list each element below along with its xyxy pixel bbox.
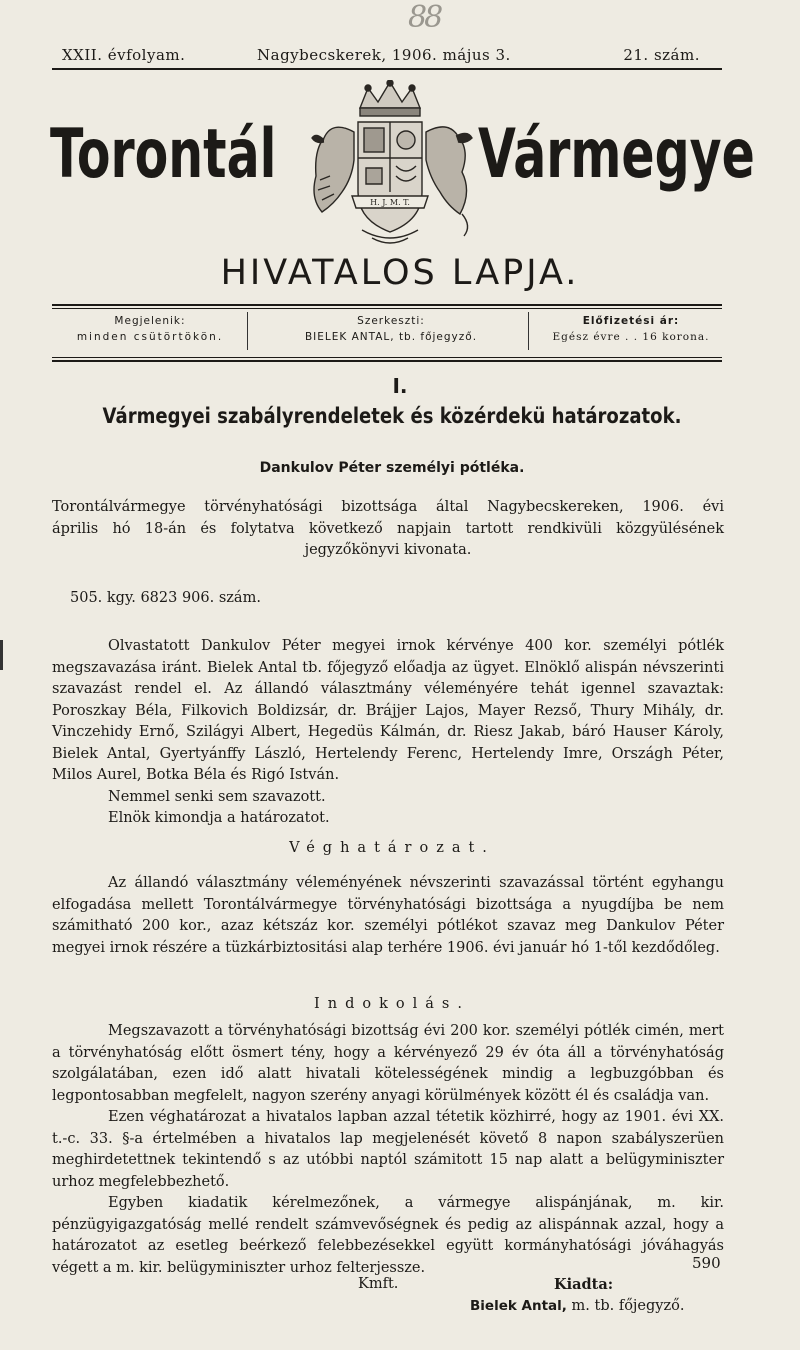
margin-mark [0, 640, 3, 670]
section-number: I. [392, 374, 408, 398]
article-title: Dankulov Péter személyi pótléka. [259, 460, 525, 476]
signer-name: Bielek Antal, [470, 1298, 567, 1314]
no-votes-line: Nemmel senki sem szavazott. [108, 788, 326, 805]
place-date: Nagybecskerek, 1906. május 3. [257, 46, 511, 64]
info-rule-bottom [52, 360, 722, 362]
reasoning-paragraph-2: Ezen véghatározat a hivatalos lapban azzal tétetik közhirré, hogy az 1901. évi XX. t.-c. 33. §-a értelmében a hivatalos lap megjelenését követő 8 napon szabályszerüen meghirdetettnek tekintendő s az utóbbi naptól számitott 15 nap alatt a belügyminiszter urhoz megfelebbezhető. [52, 1109, 724, 1190]
appears-label: Megjelenik: [114, 315, 186, 327]
masthead-rule-top [52, 304, 722, 306]
reasoning-body [52, 1021, 724, 1279]
appears-value: minden csütörtökön. [76, 331, 224, 343]
info-bar [55, 315, 725, 355]
page-number: 590 [692, 1254, 721, 1272]
decision-heading: Véghatározat. [289, 840, 495, 856]
minutes-paragraph: Olvastatott Dankulov Péter megyei irnok kérvénye 400 kor. személyi pótlék megszavazása iránt. Bielek Antal tb. főjegyző előadja az ügyet. Elnöklő alispán névszerinti szavazást rendel el. Az állandó választmány véleményére tehát igennel szavaztak: Poroszkay Béla, Filkovich Boldizsár, dr. Brájjer Lajos, Mayer Rezső, Thury Mihály, dr. Vinczehidy Ernő, Szilágyi Albert, Hegedüs Kálmán, dr. Riesz Jakab, báró Hauser Károly, Bielek Antal, Gyertyánffy László, Hertelendy Ferenc, Hertelendy Imre, Országh Péter, Milos Aurel, Botka Béla és Rigó István. [52, 638, 724, 783]
price-info [531, 315, 731, 343]
appears-info [55, 315, 245, 343]
reasoning-paragraph-1: Megszavazott a törvényhatósági bizottság évi 200 kor. személyi pótlék cimén, mert a törvényhatóság előtt ösmert tény, hogy a kérvényező 29 év óta áll a törvényhatóság szolgálatában, ezen idő alatt hivatali kötelességének mindig a legbuzgóbban és legpontosabban megfelelt, nagyon szerény anyagi körülmények között él és családja van. [52, 1023, 724, 1104]
pencil-mark: 88 [408, 0, 441, 35]
intro-line-2: április hó 18-án és folytatva következő napjain tartott rendkivüli közgyülésének [52, 520, 724, 537]
masthead-title-right: Vármegye [478, 115, 755, 194]
decision-paragraph: Az állandó választmány véleményének névszerinti szavazással történt egyhangu elfogadása mellett Torontálvármegye törvényhatósági bizottsága a nyugdíjba be nem számitható 200 kor., azaz kétszáz kor. személyi pótlékot szavaz meg Dankulov Péter megyei irnok részére a tüzkárbiztositási alap terhére 1906. évi január hó 1-től kezdődőleg. [52, 875, 724, 956]
kmft-label: Kmft. [358, 1276, 399, 1292]
section-title: Vármegyei szabályrendeletek és közérdekü határozatok. [102, 404, 682, 428]
signer-title: m. tb. főjegyző. [571, 1298, 685, 1314]
info-divider-2 [528, 312, 529, 350]
header-rule [52, 68, 722, 70]
masthead-rule-top-thin [52, 308, 722, 309]
chair-line: Elnök kimondja a határozatot. [108, 810, 330, 826]
masthead-title-left: Torontál [50, 115, 277, 194]
info-rule-bottom-thin [52, 357, 722, 358]
issued-by-label: Kiadta: [554, 1276, 614, 1293]
editor-info [251, 315, 531, 343]
editor-value: BIELEK ANTAL, tb. főjegyző. [304, 331, 478, 343]
volume-label: XXII. évfolyam. [62, 46, 186, 64]
coat-of-arms-icon [302, 80, 478, 250]
price-value: Egész évre . . 16 korona. [552, 331, 710, 343]
issue-number: 21. szám. [623, 46, 700, 64]
crest-motto: H. J. M. T. [370, 198, 410, 207]
masthead-subtitle: HIVATALOS LAPJA. [220, 253, 580, 293]
info-divider-1 [247, 312, 248, 350]
minutes-body [52, 636, 724, 830]
intro-line-3: jegyzőkönyvi kivonata. [304, 542, 472, 558]
signature-line [470, 1298, 684, 1314]
price-label: Előfizetési ár: [582, 315, 680, 327]
reference-number: 505. kgy. 6823 906. szám. [70, 590, 261, 606]
reasoning-paragraph-3: Egyben kiadatik kérelmezőnek, a vármegye alispánjának, m. kir. pénzügyigazgatóság mellé rendelt számvevőségnek és pedig az alispánnak azzal, hogy a határozatot az esetleg beérkező felebbezésekkel együtt kormányhatósági jóváhagyás végett a m. kir. belügyminiszter urhoz felterjessze. [52, 1195, 724, 1276]
reasoning-heading: Indokolás. [314, 996, 470, 1012]
editor-label: Szerkeszti: [357, 315, 425, 327]
intro-paragraph [52, 497, 724, 562]
decision-body [52, 873, 724, 959]
intro-line-1: Torontálvármegye törvényhatósági bizottsága által Nagybecskereken, 1906. évi [52, 499, 724, 515]
